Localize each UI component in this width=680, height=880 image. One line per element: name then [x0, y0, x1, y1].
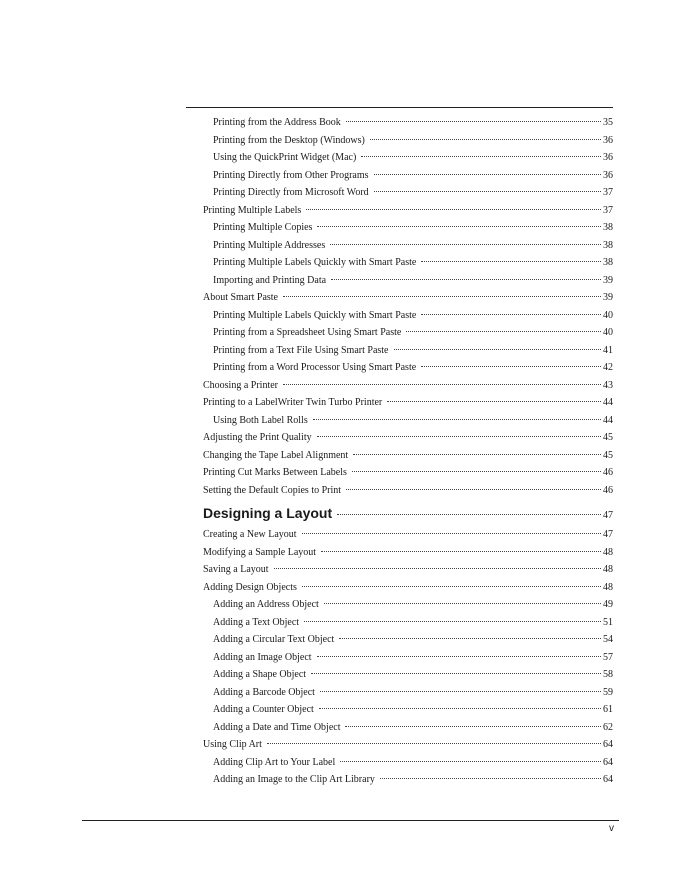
toc-entry[interactable]: [203, 272, 613, 290]
toc-entry[interactable]: [203, 394, 613, 412]
toc-entry-page: 37: [603, 187, 613, 198]
table-of-contents: [203, 114, 613, 789]
dot-leader: [321, 551, 601, 552]
dot-leader: [346, 121, 601, 122]
toc-entry-title: Adding an Address Object: [213, 599, 319, 610]
dot-leader: [421, 261, 601, 262]
toc-entry-title: Adding a Text Object: [213, 616, 300, 628]
toc-entry[interactable]: [203, 132, 613, 150]
toc-entry-page: 38: [603, 222, 613, 233]
toc-entry-title: Choosing a Printer: [203, 379, 278, 391]
toc-entry-page: 46: [603, 467, 613, 478]
toc-entry-title: Saving a Layout: [203, 564, 269, 575]
toc-entry-title: Adding a Counter Object: [213, 704, 314, 715]
toc-entry-page: 46: [603, 484, 613, 496]
dot-leader: [346, 489, 601, 490]
toc-entry[interactable]: [203, 167, 613, 185]
dot-leader: [302, 533, 601, 534]
dot-leader: [320, 691, 601, 692]
toc-entry-page: 39: [603, 274, 613, 286]
toc-entry-page: 42: [603, 362, 613, 373]
toc-entry[interactable]: [203, 412, 613, 430]
toc-entry-page: 36: [603, 169, 613, 181]
toc-entry-title: Printing from a Spreadsheet Using Smart Paste: [213, 327, 402, 338]
toc-entry-title: Setting the Default Copies to Print: [203, 484, 342, 496]
toc-entry[interactable]: [203, 631, 613, 649]
toc-entry-title: Printing Cut Marks Between Labels: [203, 467, 347, 478]
dot-leader: [302, 586, 601, 587]
toc-entry-title: Printing Multiple Labels: [203, 204, 302, 216]
toc-entry[interactable]: [203, 429, 613, 447]
toc-entry-page: 38: [603, 257, 613, 268]
toc-entry-title: Adding an Image to the Clip Art Library: [213, 774, 375, 785]
toc-entry-title: About Smart Paste: [203, 292, 278, 303]
toc-entry[interactable]: [203, 482, 613, 500]
toc-entry-title: Printing Multiple Labels Quickly with Smart Paste: [213, 309, 417, 321]
toc-entry-title: Printing from a Text File Using Smart Paste: [213, 344, 389, 356]
toc-entry[interactable]: [203, 307, 613, 325]
dot-leader: [324, 603, 601, 604]
toc-entry-page: 45: [603, 432, 613, 443]
dot-leader: [370, 139, 601, 140]
toc-entry-page: 40: [603, 309, 613, 321]
toc-entry[interactable]: [203, 342, 613, 360]
toc-entry-title: Adding a Barcode Object: [213, 686, 315, 698]
dot-leader: [394, 349, 602, 350]
toc-entry[interactable]: [203, 447, 613, 465]
toc-entry-page: 45: [603, 449, 613, 461]
toc-entry-page: 41: [603, 344, 613, 356]
toc-entry[interactable]: [203, 149, 613, 167]
toc-entry-page: 43: [603, 379, 613, 391]
toc-entry-title: Adding a Circular Text Object: [213, 634, 335, 645]
dot-leader: [421, 314, 601, 315]
toc-entry-page: 36: [603, 152, 613, 163]
toc-entry[interactable]: [203, 324, 613, 342]
toc-entry-title: Adding an Image Object: [213, 651, 312, 663]
toc-entry-title: Using Both Label Rolls: [213, 414, 308, 426]
toc-entry-page: 51: [603, 616, 613, 628]
dot-leader: [311, 673, 601, 674]
toc-entry-page: 48: [603, 581, 613, 593]
toc-entry-title: Adding Clip Art to Your Label: [213, 756, 336, 768]
toc-entry[interactable]: [203, 377, 613, 395]
dot-leader: [313, 419, 601, 420]
dot-leader: [340, 761, 601, 762]
toc-entry-page: 57: [603, 651, 613, 663]
toc-entry[interactable]: [203, 754, 613, 772]
toc-entry-page: 44: [603, 397, 613, 408]
toc-entry-page: 35: [603, 117, 613, 128]
dot-leader: [345, 726, 601, 727]
toc-entry-page: 47: [603, 529, 613, 540]
footer-divider: [82, 820, 619, 821]
toc-entry-page: 64: [603, 774, 613, 785]
dot-leader: [317, 656, 601, 657]
dot-leader: [339, 638, 601, 639]
toc-entry-title: Using the QuickPrint Widget (Mac): [213, 152, 357, 163]
toc-entry-title: Changing the Tape Label Alignment: [203, 449, 349, 461]
toc-entry-page: 39: [603, 292, 613, 303]
toc-entry-page: 62: [603, 721, 613, 733]
toc-entry[interactable]: [203, 719, 613, 737]
dot-leader: [331, 279, 601, 280]
toc-entry-title: Adding a Shape Object: [213, 669, 307, 680]
toc-entry-title: Adding Design Objects: [203, 581, 297, 593]
toc-entry[interactable]: [203, 114, 613, 132]
dot-leader: [387, 401, 601, 402]
toc-entry-page: 48: [603, 564, 613, 575]
dot-leader: [274, 568, 601, 569]
toc-chapter-entry[interactable]: [203, 500, 613, 526]
toc-entry[interactable]: [203, 614, 613, 632]
toc-entry-title: Printing Multiple Copies: [213, 222, 313, 233]
toc-entry[interactable]: [203, 561, 613, 579]
dot-leader: [319, 708, 601, 709]
dot-leader: [406, 331, 601, 332]
toc-entry-page: 64: [603, 756, 613, 768]
toc-entry-title: Adjusting the Print Quality: [203, 432, 312, 443]
page-number: v: [609, 823, 614, 834]
toc-entry[interactable]: [203, 254, 613, 272]
toc-entry-title: Importing and Printing Data: [213, 274, 327, 286]
toc-entry-title: Printing Multiple Addresses: [213, 239, 326, 251]
toc-entry[interactable]: [203, 289, 613, 307]
toc-entry-page: 36: [603, 134, 613, 146]
toc-entry-title: Printing to a LabelWriter Twin Turbo Printer: [203, 397, 383, 408]
toc-entry-title: Printing Directly from Other Programs: [213, 169, 369, 181]
toc-entry-page: 54: [603, 634, 613, 645]
toc-entry[interactable]: [203, 736, 613, 754]
dot-leader: [283, 296, 601, 297]
top-divider: [186, 107, 613, 108]
toc-entry[interactable]: [203, 544, 613, 562]
dot-leader: [421, 366, 601, 367]
dot-leader: [317, 226, 601, 227]
dot-leader: [306, 209, 601, 210]
dot-leader: [380, 778, 601, 779]
toc-entry-title: Printing from the Desktop (Windows): [213, 134, 365, 146]
toc-entry-page: 49: [603, 599, 613, 610]
toc-entry-title: Designing a Layout: [203, 505, 333, 521]
toc-entry-title: Using Clip Art: [203, 739, 262, 750]
toc-entry-page: 38: [603, 239, 613, 251]
dot-leader: [304, 621, 601, 622]
toc-entry-page: 40: [603, 327, 613, 338]
toc-entry[interactable]: [203, 684, 613, 702]
toc-entry-title: Adding a Date and Time Object: [213, 721, 341, 733]
toc-entry-title: Printing from a Word Processor Using Smart Paste: [213, 362, 417, 373]
toc-entry-page: 37: [603, 204, 613, 216]
toc-entry-page: 44: [603, 414, 613, 426]
toc-entry[interactable]: [203, 579, 613, 597]
dot-leader: [353, 454, 601, 455]
dot-leader: [352, 471, 601, 472]
dot-leader: [267, 743, 601, 744]
toc-entry-page: 47: [603, 510, 613, 521]
toc-entry[interactable]: [203, 237, 613, 255]
toc-entry[interactable]: [203, 771, 613, 789]
toc-entry[interactable]: [203, 649, 613, 667]
toc-entry-title: Printing Directly from Microsoft Word: [213, 187, 369, 198]
dot-leader: [337, 514, 601, 515]
toc-entry[interactable]: [203, 359, 613, 377]
toc-entry-title: Printing from the Address Book: [213, 117, 341, 128]
toc-entry-page: 61: [603, 704, 613, 715]
toc-entry-page: 58: [603, 669, 613, 680]
toc-entry[interactable]: [203, 596, 613, 614]
toc-entry[interactable]: [203, 526, 613, 544]
toc-entry[interactable]: [203, 464, 613, 482]
dot-leader: [374, 174, 601, 175]
toc-entry-title: Modifying a Sample Layout: [203, 546, 317, 558]
toc-entry[interactable]: [203, 184, 613, 202]
toc-entry-title: Printing Multiple Labels Quickly with Smart Paste: [213, 257, 417, 268]
toc-entry[interactable]: [203, 219, 613, 237]
dot-leader: [374, 191, 601, 192]
dot-leader: [283, 384, 601, 385]
toc-entry[interactable]: [203, 202, 613, 220]
dot-leader: [361, 156, 601, 157]
toc-entry-page: 64: [603, 739, 613, 750]
dot-leader: [330, 244, 601, 245]
toc-entry-page: 48: [603, 546, 613, 558]
dot-leader: [317, 436, 601, 437]
toc-entry[interactable]: [203, 666, 613, 684]
toc-entry[interactable]: [203, 701, 613, 719]
toc-entry-title: Creating a New Layout: [203, 529, 297, 540]
toc-entry-page: 59: [603, 686, 613, 698]
